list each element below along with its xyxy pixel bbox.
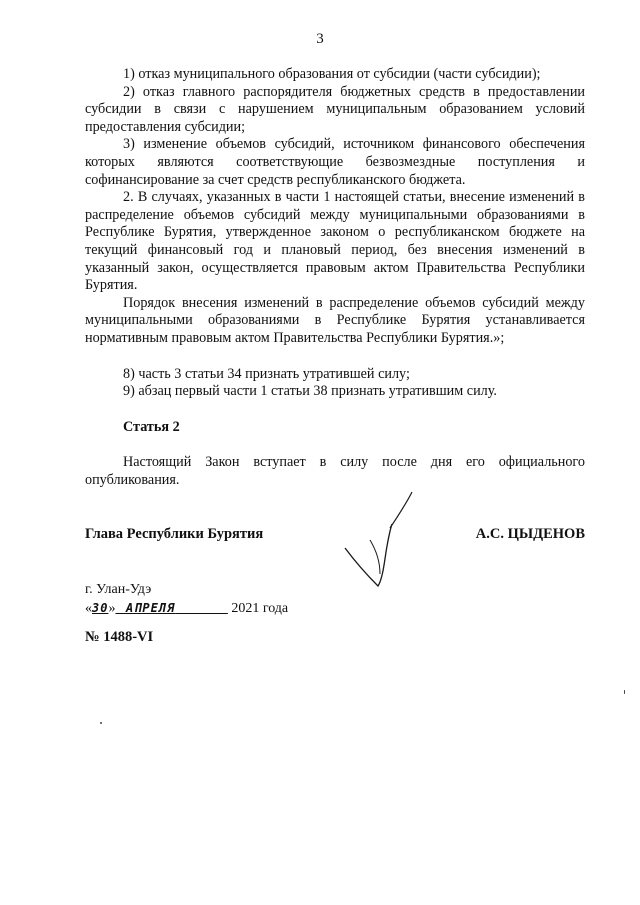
spacer — [85, 401, 585, 419]
spacer — [85, 348, 585, 366]
signing-date — [85, 599, 288, 618]
signatory-position: Глава Республики Бурятия — [85, 526, 264, 542]
article-heading: Статья 2 — [123, 418, 180, 435]
signing-place-date — [85, 581, 288, 618]
date-month: АПРЕЛЯ — [125, 601, 176, 615]
article-text: Настоящий Закон вступает в силу после дня его официального опубликования. — [85, 454, 585, 488]
handwritten-signature — [340, 490, 430, 600]
paragraph-part-2: 2. В случаях, указанных в части 1 настоящей статьи, внесение изменений в распределение объемов субсидий между муниципальными образованиями в Республике Бурятия, утвержденное законом о республиканском бюджете на текущий финансовый год и плановый период, без внесения изменений в указанный закон, осуществляется правовым актом Правительства Республики Бурятия. — [85, 189, 585, 294]
document-number: № 1488-VI — [85, 629, 154, 645]
signing-place: г. Улан-Удэ — [85, 582, 152, 597]
paragraph-procedure: Порядок внесения изменений в распределение объемов субсидий между муниципальными образованиями в Республике Бурятия устанавливается нормативным правовым актом Правительства Республики Бурятия.»; — [85, 294, 585, 346]
scan-speck — [100, 722, 102, 724]
spacer — [85, 436, 585, 454]
paragraph-item-3: 3) изменение объемов субсидий, источником финансового обеспечения которых являются соответствующие безвозмездные поступления и софинансирование за счет средств республиканского бюджета. — [85, 136, 585, 188]
scan-speck — [624, 690, 625, 694]
document-body — [85, 66, 585, 489]
date-year: 2021 года — [231, 601, 289, 616]
paragraph-item-2: 2) отказ главного распорядителя бюджетных средств в предоставлении субсидии в связи с нарушением муниципальным образованием условий предоставления субсидии; — [85, 83, 585, 135]
date-close-quote: » — [108, 601, 116, 616]
paragraph-item-1: 1) отказ муниципального образования от субсидии (части субсидии); — [123, 66, 541, 82]
page-number: 3 — [316, 31, 324, 47]
paragraph-item-8: 8) часть 3 статьи 34 признать утратившей силу; — [123, 365, 410, 382]
signatory-name: А.С. ЦЫДЕНОВ — [475, 526, 585, 542]
paragraph-item-9: 9) абзац первый части 1 статьи 38 признать утратившим силу. — [123, 383, 497, 400]
date-day: 30 — [92, 601, 109, 615]
date-open-quote: « — [85, 601, 92, 616]
